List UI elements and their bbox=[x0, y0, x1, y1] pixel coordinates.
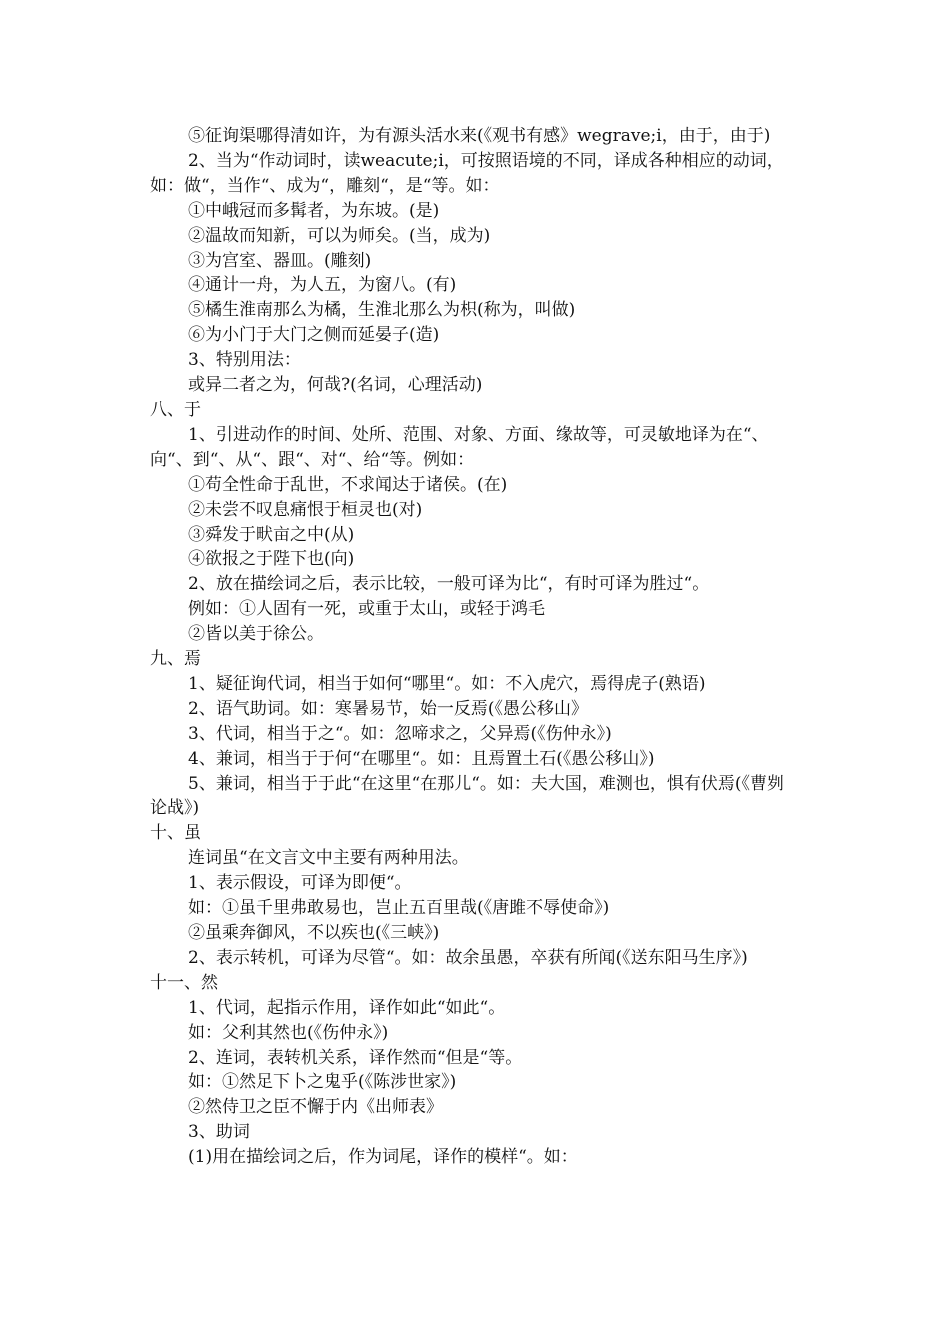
paragraph: 4、兼词，相当于于何“在哪里“。如：且焉置土石(《愚公移山》) bbox=[188, 748, 655, 769]
paragraph: 1、疑征询代词，相当于如何“哪里“。如：不入虎穴，焉得虎子(熟语) bbox=[188, 673, 706, 694]
paragraph: ⑤征询渠哪得清如许，为有源头活水来(《观书有感》wegrave;i，由于，由于) bbox=[188, 126, 771, 146]
list-item: ④欲报之于陛下也(向) bbox=[188, 549, 355, 570]
paragraph: 连词虽“在文言文中主要有两种用法。 bbox=[188, 848, 469, 869]
paragraph: 3、助词 bbox=[188, 1122, 250, 1143]
document-body bbox=[150, 124, 800, 1170]
paragraph: (1)用在描绘词之后，作为词尾，译作的模样“。如： bbox=[188, 1147, 578, 1168]
list-item: ①中峨冠而多髯者，为东坡。(是) bbox=[188, 200, 440, 221]
list-item: 如：①然足下卜之鬼乎(《陈涉世家》) bbox=[188, 1072, 457, 1093]
section-heading: 十一、然 bbox=[150, 972, 218, 993]
paragraph: 2、连词，表转机关系，译作然而“但是“等。 bbox=[188, 1047, 523, 1068]
paragraph: 或异二者之为，何哉?(名词，心理活动) bbox=[188, 375, 483, 396]
list-item: 例如：①人固有一死，或重于太山，或轻于鸿毛 bbox=[188, 599, 545, 620]
list-item: ②温故而知新，可以为师矣。(当，成为) bbox=[188, 225, 491, 246]
paragraph: 3、代词，相当于之“。如：忽啼求之，父异焉(《伤仲永》) bbox=[188, 723, 612, 744]
list-item: ②未尝不叹息痛恨于桓灵也(对) bbox=[188, 499, 423, 520]
list-item: ④通计一舟，为人五，为窗八。(有) bbox=[188, 275, 457, 296]
paragraph: 5、兼词，相当于于此“在这里“在那儿“。如：夫大国，难测也，惧有伏焉(《曹刿论战》) bbox=[150, 773, 785, 819]
paragraph: 2、表示转机，可译为尽管“。如：故余虽愚，卒获有所闻(《送东阳马生序》) bbox=[188, 947, 748, 968]
list-item: ②然侍卫之臣不懈于内《出师表》 bbox=[188, 1097, 443, 1118]
section-heading: 十、虽 bbox=[150, 823, 201, 844]
paragraph: 1、表示假设，可译为即便“。 bbox=[188, 873, 412, 894]
list-item: ⑤橘生淮南那么为橘，生淮北那么为枳(称为，叫做) bbox=[188, 300, 576, 321]
paragraph: 3、特别用法： bbox=[188, 350, 301, 371]
list-item: 如：①虽千里弗敢易也，岂止五百里哉(《唐雎不辱使命》) bbox=[188, 898, 610, 919]
paragraph: 2、放在描绘词之后，表示比较，一般可译为比“，有时可译为胜过“。 bbox=[188, 574, 710, 595]
list-item: ⑥为小门于大门之侧而延晏子(造) bbox=[188, 325, 440, 346]
list-item: ①苟全性命于乱世，不求闻达于诸侯。(在) bbox=[188, 474, 508, 495]
paragraph: 2、当为“作动词时，读weacute;i，可按照语境的不同，译成各种相应的动词，如：做“，当作“、成为“，雕刻“，是“等。如： bbox=[150, 150, 784, 196]
section-heading: 八、于 bbox=[150, 399, 201, 420]
list-item: ②虽乘奔御风，不以疾也(《三峡》) bbox=[188, 923, 440, 943]
paragraph: 1、代词，起指示作用，译作如此“如此“。 bbox=[188, 997, 506, 1018]
list-item: ③为宫室、器皿。(雕刻) bbox=[188, 250, 372, 271]
paragraph: 2、语气助词。如：寒暑易节，始一反焉(《愚公移山》 bbox=[188, 698, 588, 719]
paragraph: 1、引进动作的时间、处所、范围、对象、方面、缘故等，可灵敏地译为在“、向“、到“、从“、跟“、对“、给“等。例如： bbox=[150, 424, 769, 470]
section-heading: 九、焉 bbox=[150, 649, 201, 670]
list-item: ③舜发于畎亩之中(从) bbox=[188, 524, 355, 545]
list-item: 如：父利其然也(《伤仲永》) bbox=[188, 1022, 389, 1043]
list-item: ②皆以美于徐公。 bbox=[188, 624, 324, 645]
